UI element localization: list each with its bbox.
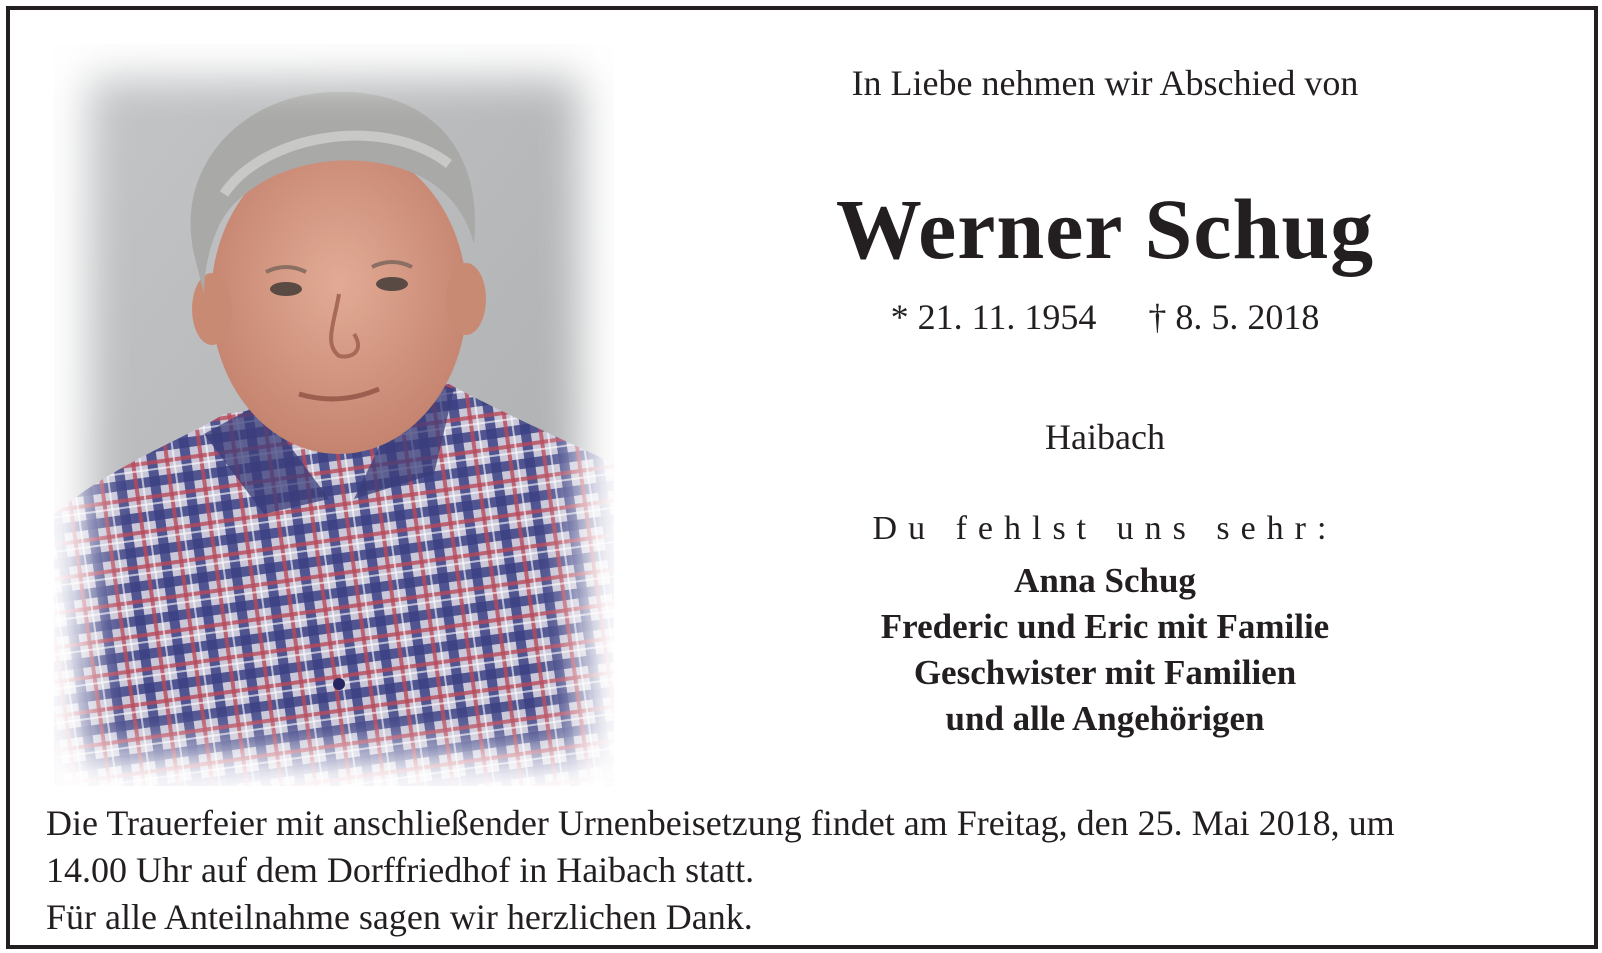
life-dates [700,296,1510,338]
portrait-photo [54,44,614,786]
obituary-notice [6,6,1598,949]
death-date: † 8. 5. 2018 [1148,297,1320,337]
thanks-line: Für alle Anteilnahme sagen wir herzlichen Dank. [46,897,753,937]
funeral-details-line: Die Trauerfeier mit anschließender Urnenbeisetzung findet am Freitag, den 25. Mai 2018, um [46,803,1395,843]
birth-date: * 21. 11. 1954 [890,297,1097,337]
portrait-illustration [54,44,614,786]
deceased-name: Werner Schug [835,181,1375,277]
mourners-list [700,558,1510,742]
miss-you-line: Du fehlst uns sehr: [872,510,1338,547]
funeral-details [46,800,1576,941]
mourner-line: Anna Schug [1014,561,1196,600]
mourner-line: Geschwister mit Familien [913,653,1297,692]
intro-text: In Liebe nehmen wir Abschied von [851,63,1359,103]
mourner-line: und alle Angehörigen [945,699,1265,738]
hometown: Haibach [1045,417,1165,457]
funeral-details-line: 14.00 Uhr auf dem Dorffriedhof in Haibach statt. [46,850,755,890]
mourner-line: Frederic und Eric mit Familie [880,607,1330,646]
